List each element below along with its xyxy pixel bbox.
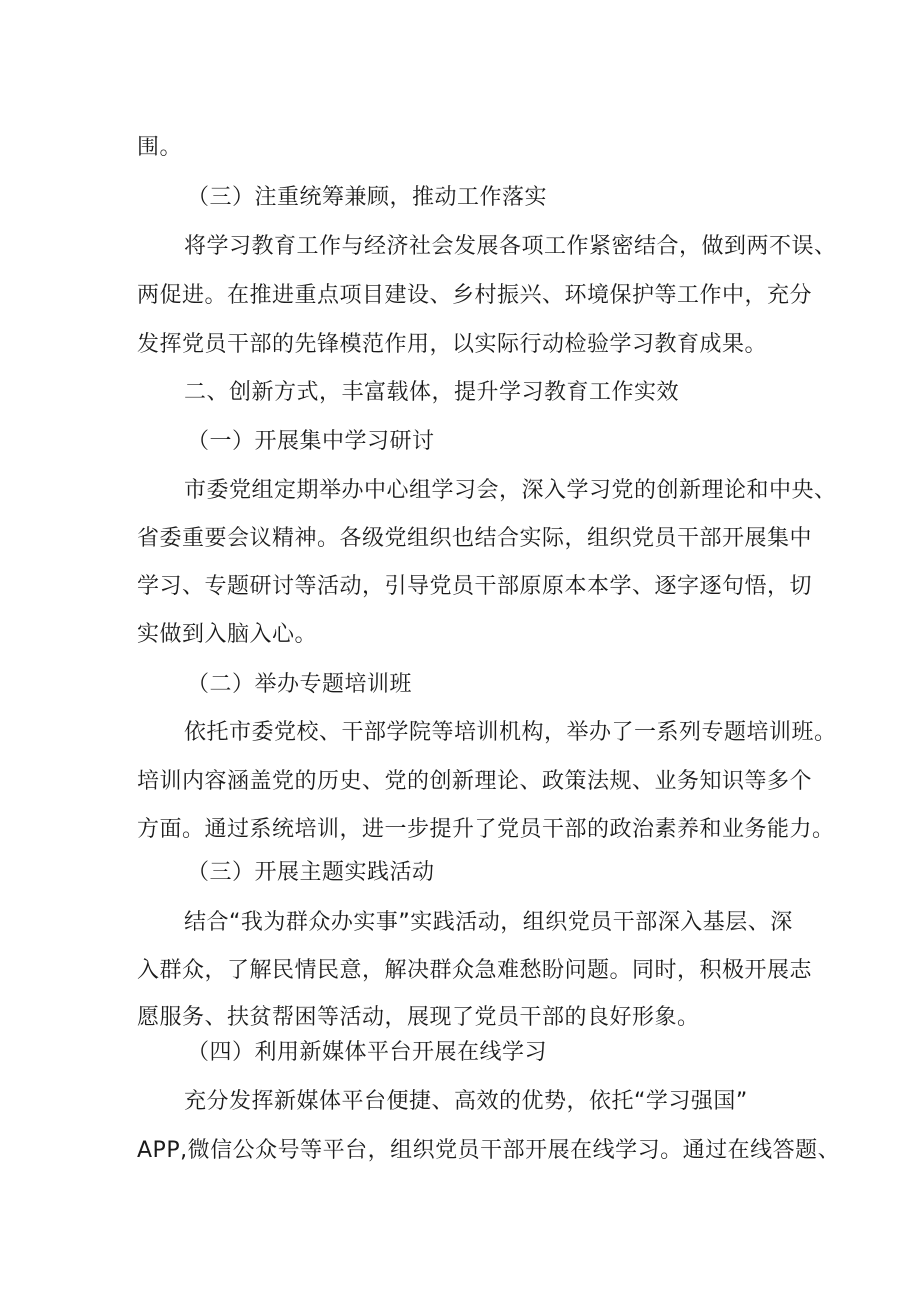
text-line: 发挥党员干部的先锋模范作用，以实际行动检验学习教育成果。: [137, 332, 768, 357]
text-line: 两促进。在推进重点项目建设、乡村振兴、环境保护等工作中，充分: [137, 283, 813, 308]
section-heading: （三）注重统筹兼顾，推动工作落实: [187, 185, 548, 210]
text-line: 培训内容涵盖党的历史、党的创新理论、政策法规、业务知识等多个: [137, 769, 813, 794]
chapter-heading: 二、创新方式，丰富载体，提升学习教育工作实效: [184, 380, 680, 405]
section-heading: （一）开展集中学习研讨: [187, 429, 435, 454]
text-line: 省委重要会议精神。各级党组织也结合实际，组织党员干部开展集中: [137, 526, 813, 551]
text-line: 充分发挥新媒体平台便捷、高效的优势，依托“学习强国”: [184, 1089, 748, 1114]
section-heading: （二）举办专题培训班: [187, 672, 413, 697]
section-heading: （三）开展主题实践活动: [187, 860, 435, 885]
text-line: 愿服务、扶贫帮困等活动，展现了党员干部的良好形象。: [137, 1005, 700, 1030]
text-line: 方面。通过系统培训，进一步提升了党员干部的政治素养和业务能力。: [137, 817, 835, 842]
text-line: 依托市委党校、干部学院等培训机构，举办了一系列专题培训班。: [184, 720, 837, 745]
text-line: 市委党组定期举办中心组学习会，深入学习党的创新理论和中央、: [184, 478, 837, 503]
text-line: 实做到入脑入心。: [137, 622, 318, 647]
text-line: 将学习教育工作与经济社会发展各项工作紧密结合，做到两不误、: [184, 234, 837, 259]
text-line: 入群众，了解民情民意，解决群众急难愁盼问题。同时，积极开展志: [137, 958, 813, 983]
text-line: APP,微信公众号等平台，组织党员干部开展在线学习。通过在线答题、: [137, 1138, 841, 1163]
text-line: 学习、专题研讨等活动，引导党员干部原原本本学、逐字逐句悟，切: [137, 574, 813, 599]
section-heading: （四）利用新媒体平台开展在线学习: [187, 1040, 548, 1065]
text-line: 结合“我为群众办实事”实践活动，组织党员干部深入基层、深: [184, 910, 793, 935]
text-line: 围。: [137, 135, 183, 160]
